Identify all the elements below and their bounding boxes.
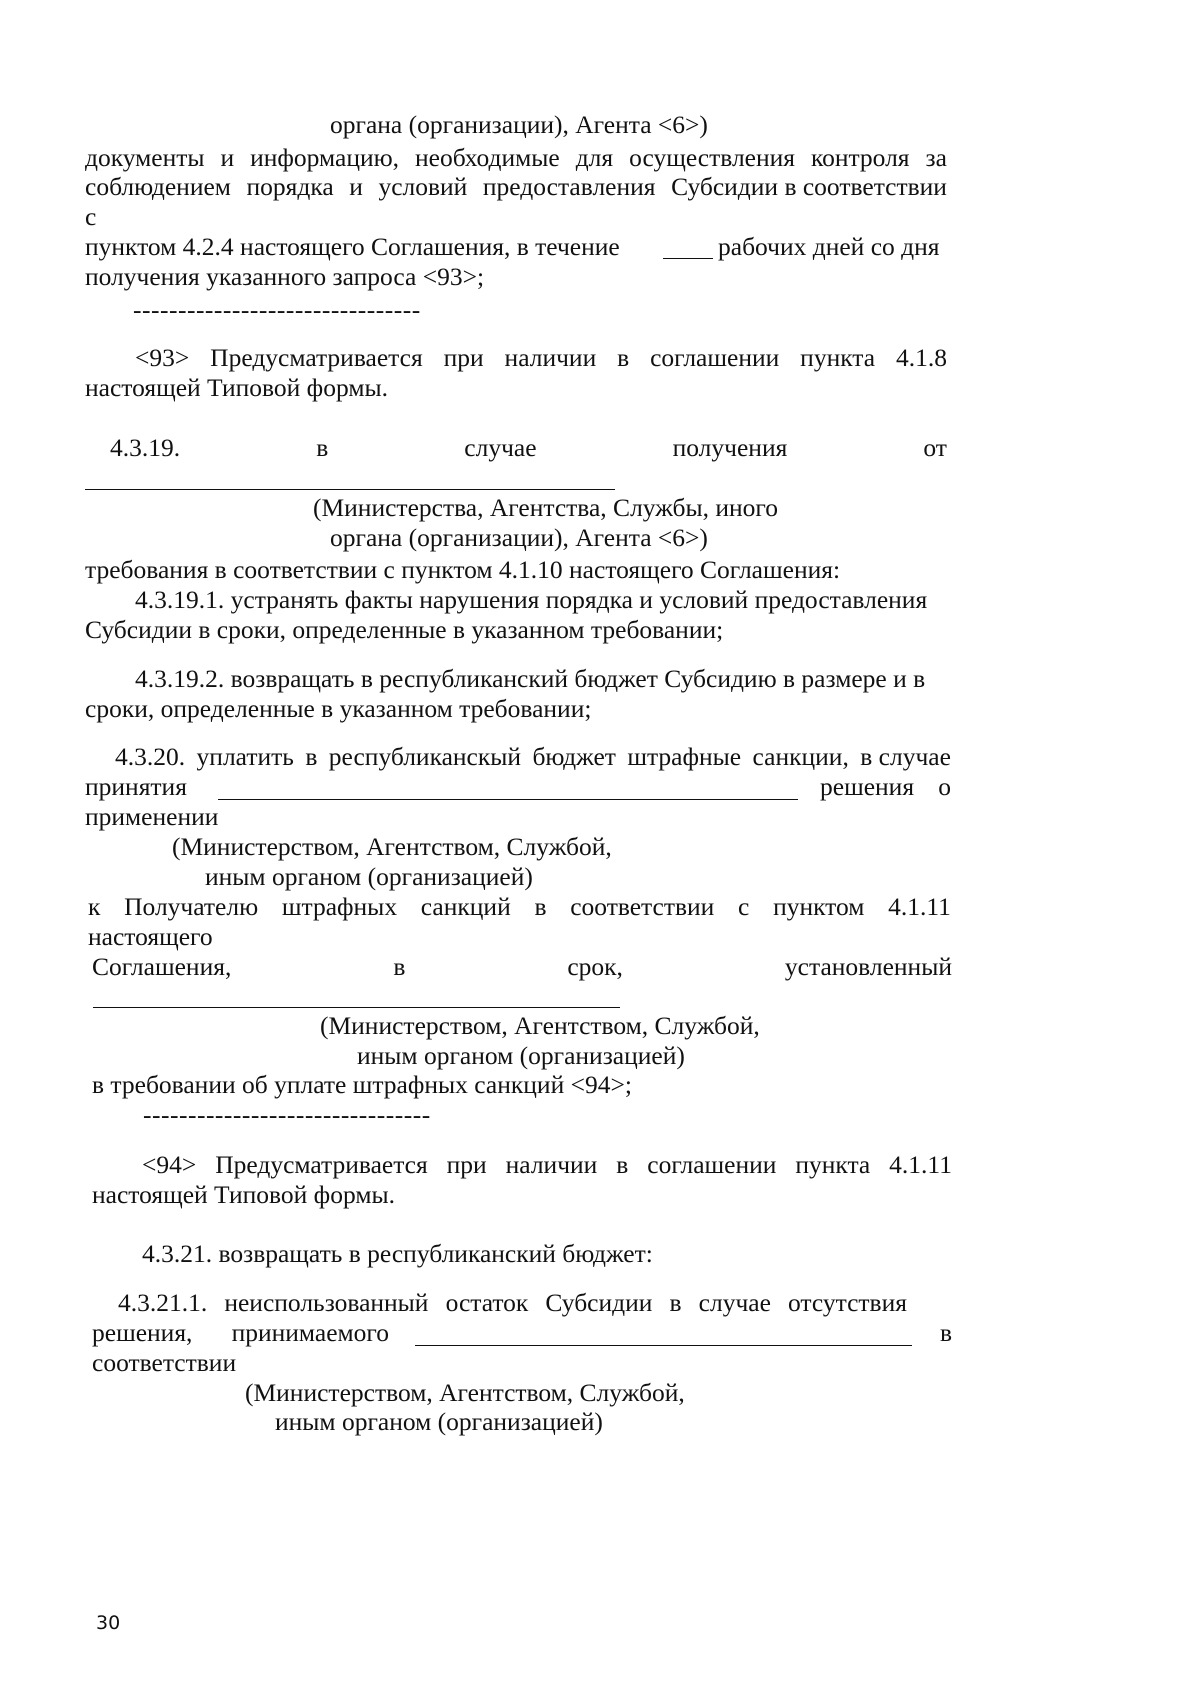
footnote-line: настоящей Типовой формы. [92,1180,395,1209]
blank-field-line [415,1345,912,1346]
word: информацию, [250,143,400,172]
word: предоставления [482,172,656,201]
word: от [923,433,947,462]
word: 4.3.20. [115,742,186,771]
word: наличии [505,1150,598,1179]
body-line-justified [92,952,952,982]
blank-field-line [218,799,798,800]
word: остаток [445,1288,529,1317]
word: Субсидии в соответствии [671,172,947,201]
blank-field-line [93,1007,620,1008]
word: в [534,892,547,921]
word: и [220,143,235,172]
body-line: пунктом 4.2.4 настоящего Соглашения, в течение [85,232,620,261]
word: Предусматривается [215,1150,428,1179]
blank-field-line [85,489,615,490]
body-line: в [940,1318,953,1347]
body-line: 4.3.19.2. возвращать в республиканский бюджет Субсидию в размере и в [135,664,926,693]
word: <93> [135,343,190,372]
word: 4.1.11 [889,1150,952,1179]
word: с [738,892,750,921]
word: случае [464,433,537,462]
body-line-justified [118,1288,907,1318]
word: Предусматривается [210,343,423,372]
word: отсутствия [788,1288,907,1317]
word: республиканскый [328,742,522,771]
word: соответствии [570,892,715,921]
word: уплатить [196,742,294,771]
footnote-separator: -------------------------------- [143,1100,431,1129]
word: условий [378,172,468,201]
body-line: 4.3.19.1. устранять факты нарушения порядка и условий предоставления [135,585,928,614]
body-line: применении [85,802,219,831]
word: установленный [784,952,952,981]
body-line: принятия [85,772,187,801]
body-line: сроки, определенные в указанном требовании; [85,694,592,723]
word: в [669,1288,682,1317]
caption-line: иным органом (организацией) [205,862,533,891]
body-line-justified [88,892,951,922]
body-line-justified [115,742,951,772]
body-line: требования в соответствии с пунктом 4.1.10 настоящего Соглашения: [85,555,841,584]
word: пункта [795,1150,871,1179]
word: осуществления [629,143,796,172]
footnote-separator: -------------------------------- [133,295,421,324]
body-line-justified [92,1318,389,1348]
word: документы [85,143,205,172]
body-line-justified [85,172,947,202]
word: санкции, [752,742,849,771]
blank-field-line [663,258,713,259]
word: срок, [567,952,623,981]
body-line: рабочих дней со дня [718,232,940,261]
word: случае [698,1288,771,1317]
body-line: получения указанного запроса <93>; [85,262,485,291]
word: получения [672,433,788,462]
caption-line: органа (организации), Агента <6>) [330,110,708,139]
footnote-line: настоящей Типовой формы. [85,373,388,402]
caption-line: иным органом (организацией) [275,1407,603,1436]
word: соглашении [647,1150,777,1179]
word: наличии [504,343,597,372]
body-line: с [85,202,97,231]
word: пункта [800,343,876,372]
caption-line: (Министерством, Агентством, Службой, [320,1011,760,1040]
body-line: в требовании об уплате штрафных санкций <94>; [92,1070,632,1099]
word: для [575,143,614,172]
word: 4.1.8 [895,343,947,372]
word: Соглашения, [92,952,232,981]
word: принимаемого [231,1318,389,1347]
section-heading-justified [110,433,947,463]
caption-line: органа (организации), Агента <6>) [330,523,708,552]
word: необходимые [415,143,560,172]
word: <94> [142,1150,197,1179]
word: штрафные [627,742,742,771]
word: 4.1.11 [888,892,951,921]
word: о [938,772,951,801]
word: в случае [860,742,951,771]
word: Субсидии [545,1288,653,1317]
word: соблюдением [85,172,231,201]
word: при [443,343,484,372]
word: пунктом [773,892,865,921]
body-line-justified [85,143,947,173]
word: и [349,172,363,201]
footnote-line-justified [135,343,947,373]
word: порядка [246,172,334,201]
word: санкций [420,892,511,921]
word: 4.3.21.1. [118,1288,208,1317]
word: соглашении [650,343,780,372]
word: в [305,742,318,771]
body-line: настоящего [88,922,213,951]
word: Получателю [124,892,259,921]
word: к [88,892,101,921]
word: неиспользованный [224,1288,429,1317]
word: бюджет [532,742,616,771]
caption-line: (Министерством, Агентством, Службой, [172,832,612,861]
word: решения [820,772,915,801]
word: в [617,343,630,372]
word: в [616,1150,629,1179]
caption-line: (Министерства, Агентства, Службы, иного [313,493,778,522]
body-line: соответствии [92,1348,237,1377]
body-line: Субсидии в сроки, определенные в указанном требовании; [85,615,724,644]
word: в [316,433,329,462]
page-number: 30 [96,1612,121,1634]
word: в [393,952,406,981]
caption-line: иным органом (организацией) [357,1041,685,1070]
word: контроля [810,143,910,172]
word: за [925,143,947,172]
caption-line: (Министерством, Агентством, Службой, [245,1378,685,1407]
word: при [446,1150,487,1179]
footnote-line-justified [142,1150,952,1180]
word: штрафных [281,892,398,921]
body-line: 4.3.21. возвращать в республиканский бюджет: [142,1239,653,1268]
word: 4.3.19. [110,433,181,462]
word: решения, [92,1318,193,1347]
body-line-justified [820,772,951,802]
